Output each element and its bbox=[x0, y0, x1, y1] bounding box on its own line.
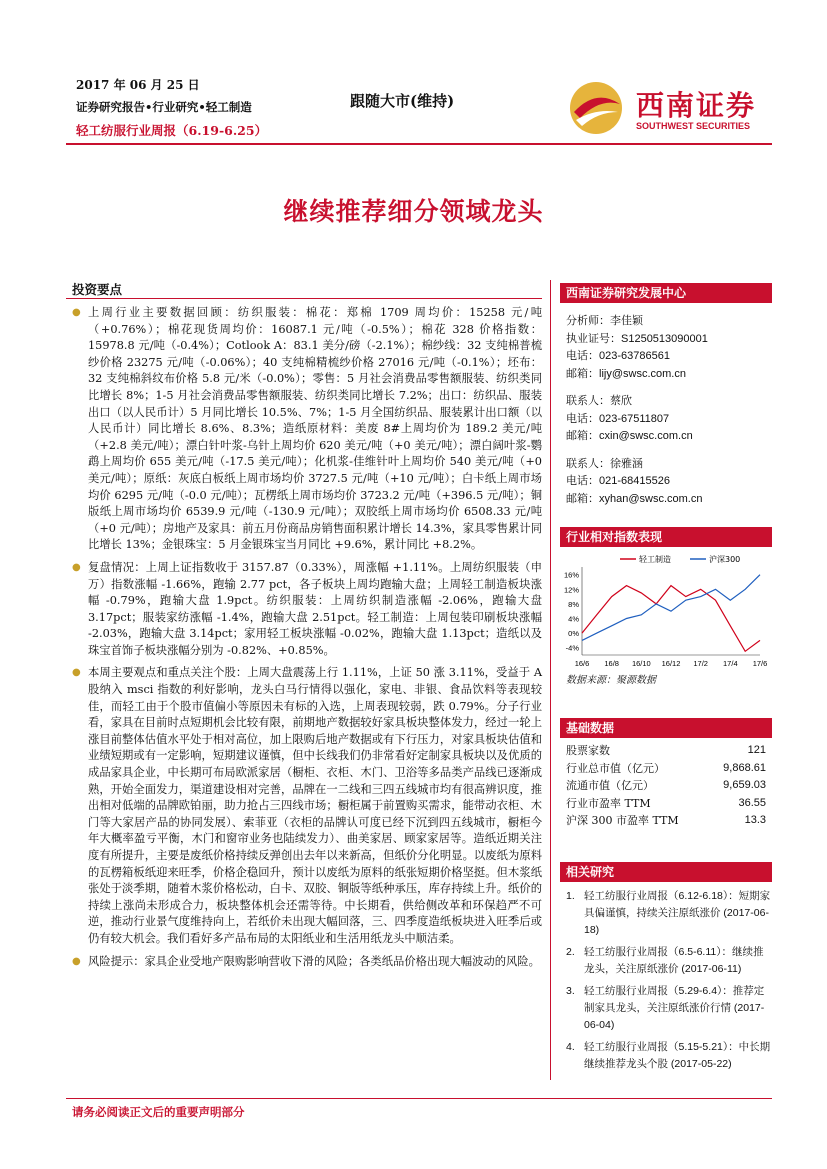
report-type: 证券研究报告•行业研究•轻工制造 bbox=[76, 100, 252, 114]
bullet-icon: ● bbox=[72, 307, 81, 318]
x-tick-label: 16/6 bbox=[574, 659, 590, 668]
basic-data-label: 行业市盈率 TTM bbox=[566, 796, 651, 810]
paragraph-text: 复盘情况：上周上证指数收于 3157.87（0.33%），周涨幅 +1.11%。上周纺织服装（申万）指数涨幅 -1.66%，跑输 2.77 pct，各子板块上周均跑输大盘；上周轻工制造板块涨幅 -0.79%，跑输大盘 1.9pct。纺织服装：上周纺织制造涨幅 -2.06%，跑输大盘 3.17pct；服装家纺涨幅 -1.4%，跑输大盘 2.51pct。轻工制造：上周包装印刷板块涨幅 -2.03%，跑输大盘 3.14pct；家用轻工板块涨幅 -0.02%，跑输大盘 1.13pct；造纸以及珠宝首饰子板块涨幅分别为 -0.82%、+0.85%。 bbox=[88, 560, 542, 657]
bullet-icon: ● bbox=[72, 955, 81, 967]
related-item[interactable] bbox=[566, 888, 772, 939]
sidebar-index-chart bbox=[560, 527, 772, 686]
logo-icon bbox=[566, 78, 628, 138]
y-tick-label: -4% bbox=[565, 643, 579, 653]
header-divider bbox=[66, 143, 772, 145]
contact-phone: 电话：023-67511807 bbox=[566, 412, 670, 425]
report-weekly: 轻工纺服行业周报（6.19-6.25） bbox=[76, 123, 268, 138]
logo-subtext: SOUTHWEST SECURITIES bbox=[636, 121, 751, 131]
related-item[interactable] bbox=[566, 1039, 772, 1073]
footer-divider bbox=[66, 1098, 772, 1099]
legend-label: 沪深300 bbox=[709, 555, 741, 564]
basic-data-label: 流通市值（亿元） bbox=[566, 779, 654, 792]
chart-source: 数据来源：聚源数据 bbox=[566, 675, 656, 686]
index-chart-title: 行业相对指数表现 bbox=[560, 527, 772, 547]
related-item-text: 轻工纺服行业周报（5.15-5.21）：中长期继续推荐龙头个股 (2017-05-22) bbox=[584, 1041, 771, 1070]
basic-data-value: 36.55 bbox=[738, 796, 766, 809]
basic-data-row bbox=[560, 795, 772, 813]
sidebar-basic-data bbox=[560, 718, 772, 830]
section-heading: 投资要点 bbox=[72, 282, 123, 297]
related-item[interactable] bbox=[566, 944, 772, 978]
analyst-email[interactable]: 邮箱：lijy@swsc.com.cn bbox=[566, 367, 686, 380]
main-body bbox=[72, 305, 542, 976]
basic-data-value: 13.3 bbox=[744, 814, 766, 826]
related-item-text: 轻工纺服行业周报（5.29-6.4）：推荐定制家具龙头，关注原纸涨价行情 (2017-06-04) bbox=[584, 985, 765, 1031]
x-tick-label: 17/4 bbox=[723, 659, 738, 668]
bullet-icon: ● bbox=[72, 667, 81, 679]
contact-email[interactable]: 邮箱：xyhan@swsc.com.cn bbox=[566, 492, 703, 505]
basic-data-value: 9,868.61 bbox=[723, 761, 766, 774]
contact-name: 联系人：蔡欣 bbox=[566, 395, 632, 407]
basic-data-row bbox=[560, 742, 772, 760]
y-tick-label: 0% bbox=[568, 629, 579, 639]
contact-name: 联系人：徐雅涵 bbox=[566, 457, 643, 470]
column-divider bbox=[550, 280, 551, 1080]
paragraph-text: 风险提示：家具企业受地产限购影响营收下滑的风险；各类纸品价格出现大幅波动的风险。 bbox=[88, 954, 540, 968]
report-date: 2017 年 06 月 25 日 bbox=[76, 78, 200, 92]
x-tick-label: 16/8 bbox=[604, 659, 619, 668]
basic-data-value: 121 bbox=[747, 744, 766, 756]
sidebar-analysts bbox=[560, 283, 772, 508]
related-item-number: 2. bbox=[566, 946, 575, 958]
section-divider bbox=[66, 298, 542, 299]
paragraph-text: 上周行业主要数据回顾：纺织服装：棉花：郑棉 1709 周均价：15258 元/吨（+0.76%）；棉花现货周均价：16087.1 元/吨（-0.5%）；棉花 328 价格指数：15978.8 元/吨（-0.4%）；Cotlook A：83.1 美分/磅（-2.1%）；棉纱线：32 支纯棉普梳纱价格 23275 元/吨（-0.06%）；40 支纯棉精梳纱价格 27016 元/吨（-0.1%）；坯布：32 支纯棉斜纹布价格 5.8 元/米（-0.0%）；零售：5 月社会消费品零售额服装、纺织类同比增长 8%；1-5 月社会消费品零售额服装、纺织类同比增长 7.2%；出口：纺织品、服装出口（以人民币计）5 月同比增长 10.5%、7%；1-5 月全国纺织品、服装累计出口额（以人民币计）同比增长 8.6%、8.3%；造纸原材料：美废 8#上周均价为 189.2 美元/吨（+2.8 美元/吨）；漂白针叶浆-乌针上周均价 620 美元/吨（+0 美元/吨）；漂白阔叶浆-鹦鹉上周均价 655 美元/吨（-17.5 美元/吨）；化机浆-佳维针叶上周均价 540 美元/吨（+0 美元/吨）；原纸：灰底白板纸上周市场均价 3727.5 元/吨（+10 元/吨）；白卡纸上周市场均价 6295 元/吨（-0.0 元/吨）；瓦楞纸上周市场均价 3723.2 元/吨（+396.5 元/吨）；铜版纸上周市场均价 6539.9 元/吨（-130.9 元/吨）；双胶纸上周市场均价 6508.33 元/吨（+0 元/吨）；房地产及家具：前五月份商品房销售面积累计增长 14.3%，家具零售累计同比增长 13%；金银珠宝：5 月金银珠宝当月同比 +9.6%，累计同比 +8.2%。 bbox=[88, 306, 542, 552]
paragraph-key-views bbox=[72, 665, 542, 947]
x-tick-label: 16/12 bbox=[661, 659, 681, 668]
y-tick-label: 8% bbox=[568, 599, 579, 609]
y-tick-label: 16% bbox=[563, 570, 579, 580]
analyst-name: 分析师：李佳颖 bbox=[566, 315, 643, 327]
y-tick-label: 4% bbox=[568, 614, 579, 624]
rating: 跟随大市(维持) bbox=[350, 92, 455, 110]
x-tick-label: 17/6 bbox=[752, 659, 768, 668]
contact-email[interactable]: 邮箱：cxin@swsc.com.cn bbox=[566, 430, 693, 442]
paragraph-data-review bbox=[72, 305, 542, 554]
analyst-phone: 电话：023-63786561 bbox=[566, 350, 670, 362]
bullet-icon: ● bbox=[72, 561, 81, 573]
contact-phone: 电话：021-68415526 bbox=[566, 475, 670, 487]
related-item-number: 1. bbox=[566, 890, 575, 902]
sidebar-related bbox=[560, 862, 772, 1078]
related-item[interactable] bbox=[566, 983, 772, 1034]
related-item-number: 3. bbox=[566, 985, 575, 997]
series-line-light-industry bbox=[582, 586, 760, 652]
paragraph-market-review bbox=[72, 560, 542, 660]
related-item-text: 轻工纺服行业周报（6.5-6.11）：继续推龙头，关注原纸涨价 (2017-06-11) bbox=[584, 946, 764, 975]
paragraph-text: 本周主要观点和重点关注个股：上周大盘震荡上行 1.11%，上证 50 涨 3.11%，受益于 A 股纳入 msci 指数的利好影响，龙头白马行情得以强化，家电、非银、食品饮料等表现较佳，而轻工由于个股市值偏小等原因未有标的入选，上周表现较弱，跌 0.79%。分子行业看，家具在目前时点短期机会比较有限，前期地产数据较好家具板块整体发力，经过一轮上涨目前整体估值水平处于相对高位，加上限购后地产数据或有下行压力，对家具板块估值和业绩短期或有一定影响，短期建议谨慎，但中长线我们仍非常看好定制家具板块以及优质的成品家具企业，中长期可布局欧派家居（橱柜、衣柜、木门、卫浴等多品类产品线已逐渐成熟，开始全面发力，渠道建设相对完善，品牌在一二线和三四五线城市均有很高辨识度，推出相对低端的品牌欧铂丽，助力抢占三四线市场；橱柜属于前置购买需求，能带动衣柜、木门等大家居产品的协同发展）、索菲亚（衣柜的品牌认可度已经下沉到四五线城市，橱柜今年大概率盈亏平衡，木门和窗帘业务也陆续发力）、曲美家居、顾家家居等。造纸近期关注度有所提升，主要是废纸价格持续反弹创出去年以来新高，但纸价分化明显。以废纸为原料的瓦楞箱板纸迎来旺季，价格企稳回升，预计以废纸为原料的纸张短期价格坚挺。但木浆纸张处于淡季期，随着木浆价格松动，白卡、双胶、铜版等纸种承压，库存持续上升。纸价的持续上涨尚未形成合力，板块整体机会还需等待。中长期看，供给侧改革和环保趋严不可逆，推动行业景气度维持向上，若纸价未出现大幅回落，三、四季度造纸板块进入旺季后或仍有较大机会。我们看好多产品布局的太阳纸业和生活用纸龙头中顺洁柔。 bbox=[88, 666, 542, 945]
page-title: 继续推荐细分领域龙头 bbox=[283, 197, 544, 226]
related-item-text: 轻工纺服行业周报（6.12-6.18）：短期家具偏谨慎，持续关注原纸涨价 (2017-06-18) bbox=[584, 890, 771, 936]
y-tick-label: 12% bbox=[563, 585, 579, 595]
basic-data-label: 股票家数 bbox=[566, 744, 610, 757]
relative-index-chart bbox=[560, 551, 772, 671]
related-research-title: 相关研究 bbox=[560, 862, 772, 882]
basic-data-label: 沪深 300 市盈率 TTM bbox=[566, 814, 679, 827]
basic-data-row bbox=[560, 777, 772, 795]
x-tick-label: 16/10 bbox=[631, 659, 651, 668]
related-item-number: 4. bbox=[566, 1041, 575, 1053]
basic-data-label: 行业总市值（亿元） bbox=[566, 761, 665, 775]
logo-text: 西南证券 bbox=[636, 89, 757, 122]
basic-data-row bbox=[560, 812, 772, 830]
research-center-title: 西南证券研究发展中心 bbox=[560, 283, 772, 303]
footer-disclaimer: 请务必阅读正文后的重要声明部分 bbox=[72, 1105, 245, 1119]
x-tick-label: 17/2 bbox=[693, 659, 708, 668]
basic-data-value: 9,659.03 bbox=[723, 779, 766, 791]
paragraph-risk bbox=[72, 954, 542, 971]
basic-data-title: 基础数据 bbox=[560, 718, 772, 738]
legend-label: 轻工制造 bbox=[639, 555, 671, 564]
basic-data-row bbox=[560, 760, 772, 778]
analyst-cert: 执业证号：S1250513090001 bbox=[566, 332, 708, 345]
